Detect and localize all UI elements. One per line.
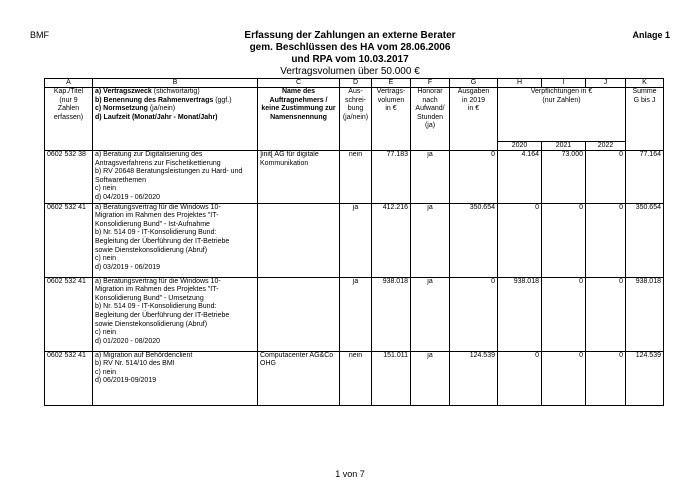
header-verpflichtungen: Verpflichtungen in € (nur Zahlen) <box>498 88 626 142</box>
header-vertragsvolumen: Vertrags- volumen in € <box>372 88 411 142</box>
cell-kap-titel: 0602 532 41 <box>45 277 93 351</box>
column-letter: I <box>542 79 586 88</box>
cell-honorar: ja <box>411 151 450 204</box>
header-ausgaben: Ausgaben in 2019 in € <box>450 88 498 142</box>
column-letter: C <box>258 79 340 88</box>
cell-auftragnehmer: ]init[ AG für digitale Kommunikation <box>258 151 340 204</box>
document-subtitle: Vertragsvolumen über 50.000 € <box>280 66 420 77</box>
document-title-line-2: gem. Beschlüssen des HA vom 28.06.2006 <box>249 42 451 53</box>
cell-vertragszweck: a) Migration auf Behördenclient b) RV Nr. 514/10 des BMI c) nein d) 06/2019-09/2019 <box>93 351 258 405</box>
header-vertragszweck: a) Vertragszweck (stichwortartig) b) Benennung des Rahmenvertrags (ggf.) c) Normsetzung (ja/nein) d) Laufzeit (Monat/Jahr - Monat/Jahr) <box>93 88 258 142</box>
cell-vertragszweck: a) Beratungsvertrag für die Windows 10- Migration im Rahmen des Projektes "IT- Konsolidierung Bund" - Umsetzung b) Nr. 514 09 - IT-Konsolidierung Bund: Begleitung der Überführung der IT-Betriebe sowie Dienstekonsolidierung (Abruf) c) nein d) 01/2020 - 08/2020 <box>93 277 258 351</box>
cell-kap-titel: 0602 532 38 <box>45 151 93 204</box>
header-summe: Summe G bis J <box>626 88 664 142</box>
column-letter: H <box>498 79 542 88</box>
column-letter: D <box>340 79 372 88</box>
cell-ausgaben-2019: 350.654 <box>450 203 498 277</box>
table-row <box>45 277 664 351</box>
document-source-label: BMF <box>30 30 49 40</box>
attachment-label: Anlage 1 <box>632 30 670 40</box>
cell-honorar: ja <box>411 203 450 277</box>
cell-ausgaben-2019: 0 <box>450 151 498 204</box>
cell-auftragnehmer <box>258 277 340 351</box>
cell-honorar: ja <box>411 277 450 351</box>
column-letter: E <box>372 79 411 88</box>
document-title-line-1: Erfassung der Zahlungen an externe Berater <box>244 30 456 41</box>
payments-table <box>44 78 664 406</box>
cell-verpflichtung-2021: 73.000 <box>542 151 586 204</box>
table-row <box>45 203 664 277</box>
cell-ausschreibung: ja <box>340 277 372 351</box>
column-letter-row <box>45 79 664 88</box>
cell-summe: 77.164 <box>626 151 664 204</box>
header-ausschreibung: Aus- schrei- bung (ja/nein) <box>340 88 372 142</box>
column-letter: J <box>586 79 626 88</box>
cell-verpflichtung-2022: 0 <box>586 277 626 351</box>
cell-ausschreibung: nein <box>340 151 372 204</box>
year-header-row <box>45 142 664 151</box>
cell-ausgaben-2019: 124.539 <box>450 351 498 405</box>
document-title-line-3: und RPA vom 10.03.2017 <box>291 54 409 65</box>
cell-summe: 124.539 <box>626 351 664 405</box>
cell-ausschreibung: ja <box>340 203 372 277</box>
cell-auftragnehmer <box>258 203 340 277</box>
cell-ausgaben-2019: 0 <box>450 277 498 351</box>
cell-verpflichtung-2022: 0 <box>586 203 626 277</box>
column-letter: K <box>626 79 664 88</box>
cell-vertragszweck: a) Beratung zur Digitalisierung des Antragsverfahrens zur Fischetikettierung b) RV 20648 Beratungsleistungen zu Hard- und Softwarethemen c) nein d) 04/2019 - 06/2020 <box>93 151 258 204</box>
cell-kap-titel: 0602 532 41 <box>45 203 93 277</box>
cell-vertragsvolumen: 77.183 <box>372 151 411 204</box>
cell-summe: 350.654 <box>626 203 664 277</box>
year-2021-header: 2021 <box>542 142 586 151</box>
year-2020-header: 2020 <box>498 142 542 151</box>
cell-vertragszweck: a) Beratungsvertrag für die Windows 10- Migration im Rahmen des Projektes "IT- Konsolidierung Bund" - Ist-Aufnahme b) Nr. 514 09 - IT-Konsolidierung Bund: Begleitung der Überführung der IT-Betriebe sowie Dienstekonsolidierung (Abruf) c) nein d) 03/2019 - 06/2019 <box>93 203 258 277</box>
column-letter: B <box>93 79 258 88</box>
cell-verpflichtung-2021: 0 <box>542 277 586 351</box>
cell-verpflichtung-2020: 4.164 <box>498 151 542 204</box>
cell-ausschreibung: nein <box>340 351 372 405</box>
header-kap-titel: Kap./Titel (nur 9 Zahlen erfassen) <box>45 88 93 142</box>
cell-verpflichtung-2022: 0 <box>586 151 626 204</box>
cell-vertragsvolumen: 412.216 <box>372 203 411 277</box>
cell-verpflichtung-2021: 0 <box>542 203 586 277</box>
table-row <box>45 151 664 204</box>
year-2022-header: 2022 <box>586 142 626 151</box>
cell-vertragsvolumen: 938.018 <box>372 277 411 351</box>
cell-honorar: ja <box>411 351 450 405</box>
cell-verpflichtung-2020: 0 <box>498 203 542 277</box>
column-header-row <box>45 88 664 142</box>
header-honorar: Honorar nach Aufwand/ Stunden (ja) <box>411 88 450 142</box>
page-number: 1 von 7 <box>335 469 365 479</box>
column-letter: A <box>45 79 93 88</box>
cell-verpflichtung-2022: 0 <box>586 351 626 405</box>
cell-vertragsvolumen: 151.011 <box>372 351 411 405</box>
cell-verpflichtung-2021: 0 <box>542 351 586 405</box>
cell-auftragnehmer: Computacenter AG&Co OHG <box>258 351 340 405</box>
cell-verpflichtung-2020: 938.018 <box>498 277 542 351</box>
column-letter: G <box>450 79 498 88</box>
column-letter: F <box>411 79 450 88</box>
cell-kap-titel: 0602 532 41 <box>45 351 93 405</box>
header-auftragnehmer: Name des Auftragnehmers / keine Zustimmung zur Namensnennung <box>258 88 340 142</box>
cell-verpflichtung-2020: 0 <box>498 351 542 405</box>
cell-summe: 938.018 <box>626 277 664 351</box>
table-row <box>45 351 664 405</box>
